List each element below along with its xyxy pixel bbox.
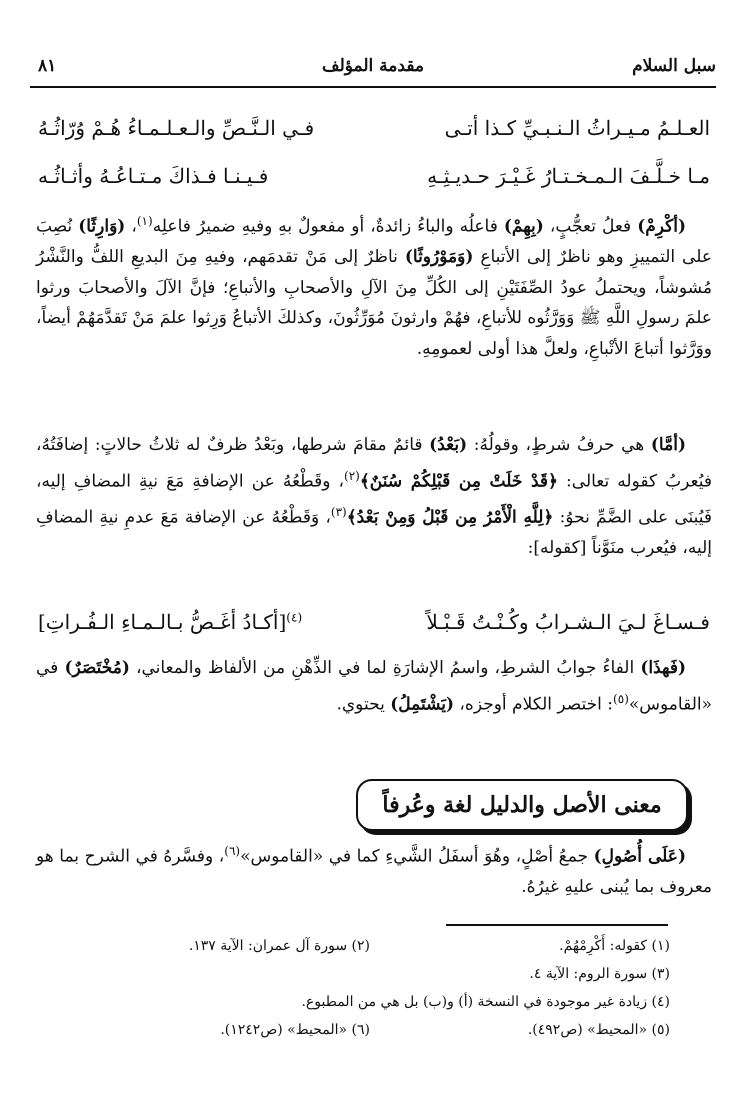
text-segment: يحتوي.	[336, 694, 391, 715]
footnote-2: (٢) سورة آل عمران: الآية ١٣٧.	[188, 938, 370, 954]
verse-1-second-hemistich: فـي الـنَّـصِّ والـعـلـمـاءُ هُـمْ وُرّاثُـهُ	[38, 116, 315, 140]
verse-3-second-hemistich	[38, 610, 302, 634]
running-header	[30, 50, 716, 84]
footnote-1: (١) كقوله: أَكْرِمْهُمْ.	[559, 938, 670, 954]
page-number: ٨١	[38, 56, 57, 76]
verse-3-second-text: [أكـادُ أغَـصُّ بـالـمـاءِ الـفُـراتِ]	[38, 610, 287, 634]
commentary-paragraph-2	[36, 430, 712, 563]
footnote-divider	[446, 924, 668, 926]
text-segment: ، وَقَطْعُهُ عن الإضافة مَعَ عدمِ نيةِ المضافِ إليه، فيُعرب منَوَّناً [كقوله]:	[36, 507, 712, 558]
footnote-ref-4: (٤)	[286, 610, 303, 625]
footnote-ref-1: (١)	[136, 214, 153, 228]
text-segment: ناظرٌ إلى مَنْ تقدمَهم، وفيهِ مِنَ البديعِ اللفُّ والنَّشْرُ مُشوشاً، ويحتملُ عودُ الصِّفَتَيْنِ إلى الكُلِّ مِنَ الآلِ والأصحابِ والأتباعِ؛ فإنَّ الآلَ والأصحابَ ورثوا علمَ رسولِ اللَّهِ ﷺ وَوَرَّثُوه للأتباعِ، فهُمْ وارثونَ مُوَرِّثُونَ، وكذلكَ الأتباعُ وَرِثوا علمَ مَنْ تَقدَّمَهُمْ أيضاً، ووَرَّثوا أتباعَ الأتْباعِ، ولعلَّ هذا أولى لعمومِهِ.	[36, 247, 712, 359]
text-segment: : اختصر الكلام أوجزه،	[454, 694, 614, 715]
header-divider	[30, 86, 716, 88]
text-segment: ، وفسَّرهُ في الشرح بما هو معروف بما يُبنى عليهِ غيرُهُ.	[36, 846, 712, 898]
footnote-6: (٦) «المحيط» (ص١٢٤٢).	[220, 1022, 370, 1038]
term-yashtamil: (يَشْتَمِلُ)	[390, 694, 455, 715]
term-bihim: (بِهِمْ)	[503, 216, 544, 237]
text-segment: في «القاموس»	[36, 658, 712, 715]
term-ala-usul: (عَلَى أُصُولِ)	[593, 846, 686, 867]
footnote-row-1	[110, 938, 670, 964]
footnote-ref-3: (٣)	[330, 504, 347, 519]
verse-2-second-hemistich: فـيـنـا فـذاكَ مـتـاعُـهُ وأثـاثُـه	[38, 164, 269, 188]
footnote-row-4	[110, 1022, 670, 1048]
verse-1-first-hemistich: العـلـمُ مـيـراثُ الـنـبـيِّ كـذا أتـى	[444, 116, 710, 140]
footnote-row-2	[110, 966, 670, 992]
book-title: سبل السلام	[632, 56, 716, 76]
footnote-ref-2: (٢)	[344, 468, 360, 483]
term-akrim: (أكْرِمْ)	[637, 216, 687, 237]
commentary-paragraph-4	[36, 836, 712, 903]
poem-verse-2	[38, 164, 710, 204]
text-segment: فعلُ تعجُّبٍ،	[543, 216, 638, 237]
quran-quote-1: ﴿قَدْ خَلَتْ مِن قَبْلِكُمْ سُنَنٌ﴾	[359, 471, 558, 492]
text-segment: هي حرفُ شرطٍ، وقولُهُ:	[467, 435, 651, 455]
text-segment: ، وقَطْعُهُ عن الإضافةِ مَعَ نيةِ المضافِ إليه، فَيُبنَى على الضَّمِّ نحوُ:	[36, 471, 713, 528]
poem-verse-1	[38, 116, 710, 156]
verse-3-first-hemistich: فـسـاغَ لـيَ الـشـرابُ وكُـنْـتُ قَـبْـلاً	[426, 610, 710, 634]
footnote-ref-6: (٦)	[224, 844, 241, 858]
term-mukhtasar: (مُخْتَصَرٌ)	[64, 658, 130, 678]
term-warithan: (وَارِثًا)	[78, 216, 126, 237]
text-segment: فاعلُه والباءُ زائدةٌ، أو مفعولٌ بهِ وفيهِ ضميرُ فاعلِه	[152, 216, 504, 237]
footnote-5: (٥) «المحيط» (ص٤٩٢).	[527, 1022, 670, 1038]
term-fahadha: (فَهذَا)	[640, 658, 687, 678]
quran-quote-2: ﴿لِلَّهِ الْأَمْرُ مِن قَبْلُ وَمِنْ بَعْدُ﴾	[346, 507, 554, 528]
section-title: مقدمة المؤلف	[321, 56, 425, 76]
term-amma: (أمَّا)	[650, 435, 686, 455]
term-baad: (بَعْدُ)	[429, 435, 468, 455]
commentary-paragraph-3	[36, 653, 712, 720]
footnote-row-3	[110, 994, 670, 1020]
verse-2-first-hemistich: مـا خـلَّـفَ الـمـخـتـارُ غَـيْـرَ حـديـثِـهِ	[427, 164, 710, 188]
commentary-paragraph-1	[36, 206, 712, 364]
poem-verse-3	[38, 610, 710, 650]
footnote-4: (٤) زيادة غير موجودة في النسخة (أ) و(ب) بل هي من المطبوع.	[301, 994, 670, 1010]
footnote-3: (٣) سورة الروم: الآية ٤.	[529, 966, 670, 982]
text-segment: جمعُ أصْلٍ، وهُوَ أسفَلُ الشَّيءِ كما في «القاموس»	[240, 846, 594, 867]
term-mawruthan: (وَمَوْرُوثًا)	[404, 247, 474, 268]
text-segment: قائمٌ مقامَ شرطها، وبَعْدُ ظرفٌ له ثلاثُ حالاتٍ: إضافَتُهُ، فيُعربُ كقوله تعالى:	[36, 435, 712, 492]
text-segment: ،	[125, 216, 137, 237]
text-segment: نُصِبَ على التمييزِ وهو ناظرٌ إلى الأتباعِ	[36, 216, 712, 268]
section-heading: معنى الأصل والدليل لغة وعُرفاً	[356, 779, 688, 831]
text-segment: الفاءُ جوابُ الشرطِ، واسمُ الإشارَةِ لما في الذِّهْنِ من الألفاظ والمعاني،	[129, 658, 641, 678]
footnote-ref-5: (٥)	[613, 691, 629, 706]
